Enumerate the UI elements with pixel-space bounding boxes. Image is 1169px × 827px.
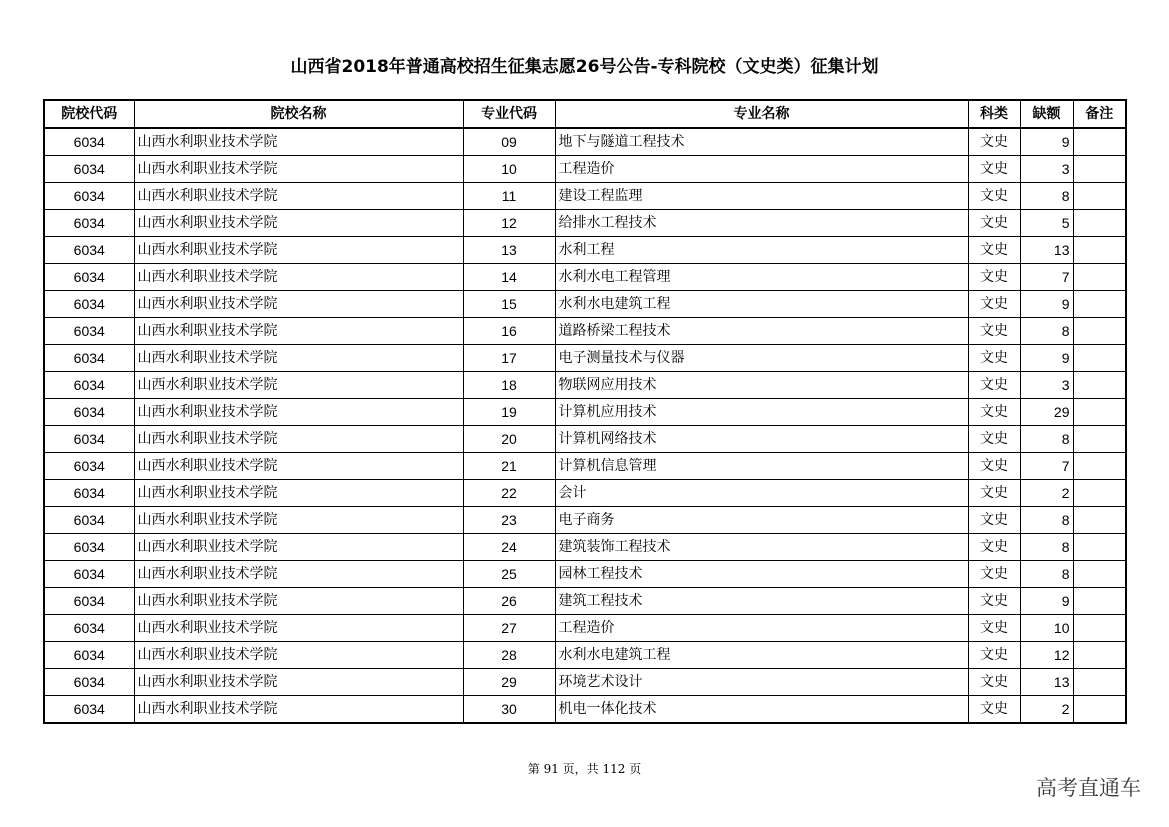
cell-school-code: 6034 bbox=[44, 480, 134, 507]
cell-major-name: 工程造价 bbox=[555, 156, 968, 183]
cell-major-name: 环境艺术设计 bbox=[555, 669, 968, 696]
cell-school-name: 山西水利职业技术学院 bbox=[134, 210, 463, 237]
cell-school-code: 6034 bbox=[44, 372, 134, 399]
cell-school-name: 山西水利职业技术学院 bbox=[134, 669, 463, 696]
cell-quota: 10 bbox=[1020, 615, 1073, 642]
cell-major-name: 会计 bbox=[555, 480, 968, 507]
cell-school-code: 6034 bbox=[44, 696, 134, 724]
cell-category: 文史 bbox=[968, 696, 1020, 724]
cell-major-code: 18 bbox=[463, 372, 555, 399]
page-number: 第 91 页，共 112 页 bbox=[527, 762, 642, 776]
cell-school-name: 山西水利职业技术学院 bbox=[134, 399, 463, 426]
cell-major-code: 15 bbox=[463, 291, 555, 318]
cell-school-name: 山西水利职业技术学院 bbox=[134, 345, 463, 372]
cell-remark bbox=[1073, 588, 1126, 615]
cell-school-code: 6034 bbox=[44, 264, 134, 291]
cell-remark bbox=[1073, 264, 1126, 291]
cell-remark bbox=[1073, 561, 1126, 588]
cell-school-name: 山西水利职业技术学院 bbox=[134, 264, 463, 291]
cell-category: 文史 bbox=[968, 345, 1020, 372]
cell-remark bbox=[1073, 534, 1126, 561]
cell-major-code: 20 bbox=[463, 426, 555, 453]
cell-school-name: 山西水利职业技术学院 bbox=[134, 372, 463, 399]
cell-major-code: 30 bbox=[463, 696, 555, 724]
cell-remark bbox=[1073, 345, 1126, 372]
cell-major-code: 23 bbox=[463, 507, 555, 534]
cell-remark bbox=[1073, 696, 1126, 724]
cell-quota: 9 bbox=[1020, 291, 1073, 318]
cell-school-name: 山西水利职业技术学院 bbox=[134, 128, 463, 156]
cell-remark bbox=[1073, 183, 1126, 210]
table-row bbox=[44, 426, 1126, 453]
cell-category: 文史 bbox=[968, 669, 1020, 696]
table-row bbox=[44, 615, 1126, 642]
cell-quota: 8 bbox=[1020, 534, 1073, 561]
cell-major-code: 12 bbox=[463, 210, 555, 237]
cell-quota: 13 bbox=[1020, 237, 1073, 264]
cell-school-name: 山西水利职业技术学院 bbox=[134, 507, 463, 534]
cell-major-name: 工程造价 bbox=[555, 615, 968, 642]
cell-quota: 8 bbox=[1020, 561, 1073, 588]
cell-school-code: 6034 bbox=[44, 615, 134, 642]
cell-major-name: 水利工程 bbox=[555, 237, 968, 264]
table-header-row bbox=[44, 100, 1126, 128]
cell-major-code: 19 bbox=[463, 399, 555, 426]
cell-category: 文史 bbox=[968, 453, 1020, 480]
cell-remark bbox=[1073, 318, 1126, 345]
table-row bbox=[44, 588, 1126, 615]
header-quota: 缺额 bbox=[1020, 100, 1073, 128]
cell-category: 文史 bbox=[968, 183, 1020, 210]
cell-school-name: 山西水利职业技术学院 bbox=[134, 642, 463, 669]
cell-remark bbox=[1073, 426, 1126, 453]
table-row bbox=[44, 183, 1126, 210]
cell-school-name: 山西水利职业技术学院 bbox=[134, 480, 463, 507]
table-row bbox=[44, 399, 1126, 426]
cell-major-code: 26 bbox=[463, 588, 555, 615]
cell-school-code: 6034 bbox=[44, 210, 134, 237]
cell-category: 文史 bbox=[968, 399, 1020, 426]
enrollment-plan-table bbox=[43, 99, 1127, 724]
cell-remark bbox=[1073, 237, 1126, 264]
cell-remark bbox=[1073, 507, 1126, 534]
cell-category: 文史 bbox=[968, 615, 1020, 642]
table-row bbox=[44, 507, 1126, 534]
cell-remark bbox=[1073, 669, 1126, 696]
cell-remark bbox=[1073, 372, 1126, 399]
cell-school-name: 山西水利职业技术学院 bbox=[134, 588, 463, 615]
cell-school-code: 6034 bbox=[44, 291, 134, 318]
cell-category: 文史 bbox=[968, 480, 1020, 507]
cell-remark bbox=[1073, 399, 1126, 426]
cell-school-code: 6034 bbox=[44, 156, 134, 183]
cell-major-name: 电子测量技术与仪器 bbox=[555, 345, 968, 372]
table-row bbox=[44, 669, 1126, 696]
cell-major-code: 14 bbox=[463, 264, 555, 291]
cell-major-code: 28 bbox=[463, 642, 555, 669]
cell-category: 文史 bbox=[968, 291, 1020, 318]
cell-remark bbox=[1073, 615, 1126, 642]
table-row bbox=[44, 318, 1126, 345]
cell-category: 文史 bbox=[968, 210, 1020, 237]
cell-school-code: 6034 bbox=[44, 669, 134, 696]
cell-school-name: 山西水利职业技术学院 bbox=[134, 534, 463, 561]
cell-major-name: 水利水电工程管理 bbox=[555, 264, 968, 291]
cell-category: 文史 bbox=[968, 561, 1020, 588]
cell-school-code: 6034 bbox=[44, 128, 134, 156]
cell-major-code: 21 bbox=[463, 453, 555, 480]
cell-school-name: 山西水利职业技术学院 bbox=[134, 291, 463, 318]
table-row bbox=[44, 561, 1126, 588]
cell-major-code: 16 bbox=[463, 318, 555, 345]
cell-quota: 2 bbox=[1020, 480, 1073, 507]
cell-quota: 29 bbox=[1020, 399, 1073, 426]
cell-major-code: 17 bbox=[463, 345, 555, 372]
table-row bbox=[44, 345, 1126, 372]
cell-quota: 9 bbox=[1020, 128, 1073, 156]
cell-school-name: 山西水利职业技术学院 bbox=[134, 696, 463, 724]
cell-major-name: 给排水工程技术 bbox=[555, 210, 968, 237]
cell-school-code: 6034 bbox=[44, 642, 134, 669]
cell-major-code: 09 bbox=[463, 128, 555, 156]
table-row bbox=[44, 237, 1126, 264]
cell-remark bbox=[1073, 210, 1126, 237]
table-row bbox=[44, 128, 1126, 156]
cell-category: 文史 bbox=[968, 264, 1020, 291]
header-school-code: 院校代码 bbox=[44, 100, 134, 128]
cell-school-code: 6034 bbox=[44, 399, 134, 426]
cell-major-name: 水利水电建筑工程 bbox=[555, 291, 968, 318]
cell-category: 文史 bbox=[968, 588, 1020, 615]
table-row bbox=[44, 372, 1126, 399]
table-body bbox=[44, 128, 1126, 723]
cell-major-name: 计算机网络技术 bbox=[555, 426, 968, 453]
cell-school-code: 6034 bbox=[44, 237, 134, 264]
cell-major-code: 25 bbox=[463, 561, 555, 588]
cell-school-code: 6034 bbox=[44, 507, 134, 534]
cell-remark bbox=[1073, 291, 1126, 318]
cell-remark bbox=[1073, 453, 1126, 480]
cell-major-code: 11 bbox=[463, 183, 555, 210]
cell-school-code: 6034 bbox=[44, 561, 134, 588]
cell-category: 文史 bbox=[968, 237, 1020, 264]
cell-quota: 9 bbox=[1020, 345, 1073, 372]
cell-remark bbox=[1073, 480, 1126, 507]
cell-category: 文史 bbox=[968, 318, 1020, 345]
cell-remark bbox=[1073, 156, 1126, 183]
cell-quota: 8 bbox=[1020, 183, 1073, 210]
watermark: 高考直通车 bbox=[1036, 776, 1141, 800]
header-school-name: 院校名称 bbox=[134, 100, 463, 128]
header-category: 科类 bbox=[968, 100, 1020, 128]
cell-school-code: 6034 bbox=[44, 534, 134, 561]
cell-school-name: 山西水利职业技术学院 bbox=[134, 183, 463, 210]
cell-major-name: 地下与隧道工程技术 bbox=[555, 128, 968, 156]
cell-category: 文史 bbox=[968, 372, 1020, 399]
cell-major-name: 物联网应用技术 bbox=[555, 372, 968, 399]
cell-major-name: 道路桥梁工程技术 bbox=[555, 318, 968, 345]
cell-school-code: 6034 bbox=[44, 588, 134, 615]
header-major-code: 专业代码 bbox=[463, 100, 555, 128]
cell-school-name: 山西水利职业技术学院 bbox=[134, 426, 463, 453]
table-row bbox=[44, 480, 1126, 507]
cell-quota: 13 bbox=[1020, 669, 1073, 696]
header-major-name: 专业名称 bbox=[555, 100, 968, 128]
table-row bbox=[44, 696, 1126, 724]
table-row bbox=[44, 291, 1126, 318]
cell-major-code: 24 bbox=[463, 534, 555, 561]
cell-category: 文史 bbox=[968, 156, 1020, 183]
cell-category: 文史 bbox=[968, 642, 1020, 669]
cell-school-name: 山西水利职业技术学院 bbox=[134, 453, 463, 480]
cell-major-code: 29 bbox=[463, 669, 555, 696]
cell-school-name: 山西水利职业技术学院 bbox=[134, 318, 463, 345]
cell-major-code: 22 bbox=[463, 480, 555, 507]
cell-major-name: 园林工程技术 bbox=[555, 561, 968, 588]
cell-major-name: 电子商务 bbox=[555, 507, 968, 534]
cell-school-code: 6034 bbox=[44, 183, 134, 210]
cell-quota: 8 bbox=[1020, 507, 1073, 534]
cell-quota: 3 bbox=[1020, 372, 1073, 399]
cell-quota: 7 bbox=[1020, 453, 1073, 480]
cell-school-name: 山西水利职业技术学院 bbox=[134, 615, 463, 642]
cell-school-name: 山西水利职业技术学院 bbox=[134, 237, 463, 264]
table-row bbox=[44, 264, 1126, 291]
cell-category: 文史 bbox=[968, 534, 1020, 561]
cell-school-code: 6034 bbox=[44, 453, 134, 480]
cell-quota: 5 bbox=[1020, 210, 1073, 237]
cell-school-code: 6034 bbox=[44, 426, 134, 453]
table-row bbox=[44, 156, 1126, 183]
cell-quota: 8 bbox=[1020, 318, 1073, 345]
header-remark: 备注 bbox=[1073, 100, 1126, 128]
cell-major-code: 13 bbox=[463, 237, 555, 264]
table-row bbox=[44, 534, 1126, 561]
cell-major-name: 建筑工程技术 bbox=[555, 588, 968, 615]
table-row bbox=[44, 642, 1126, 669]
cell-quota: 8 bbox=[1020, 426, 1073, 453]
cell-quota: 2 bbox=[1020, 696, 1073, 724]
table-row bbox=[44, 453, 1126, 480]
cell-major-name: 计算机应用技术 bbox=[555, 399, 968, 426]
cell-category: 文史 bbox=[968, 507, 1020, 534]
cell-major-name: 水利水电建筑工程 bbox=[555, 642, 968, 669]
cell-quota: 9 bbox=[1020, 588, 1073, 615]
cell-category: 文史 bbox=[968, 128, 1020, 156]
cell-school-code: 6034 bbox=[44, 345, 134, 372]
cell-quota: 3 bbox=[1020, 156, 1073, 183]
cell-remark bbox=[1073, 642, 1126, 669]
cell-school-name: 山西水利职业技术学院 bbox=[134, 156, 463, 183]
cell-school-code: 6034 bbox=[44, 318, 134, 345]
cell-category: 文史 bbox=[968, 426, 1020, 453]
cell-major-name: 建设工程监理 bbox=[555, 183, 968, 210]
cell-major-name: 建筑装饰工程技术 bbox=[555, 534, 968, 561]
cell-major-code: 27 bbox=[463, 615, 555, 642]
cell-remark bbox=[1073, 128, 1126, 156]
cell-major-name: 机电一体化技术 bbox=[555, 696, 968, 724]
cell-quota: 7 bbox=[1020, 264, 1073, 291]
table-row bbox=[44, 210, 1126, 237]
cell-quota: 12 bbox=[1020, 642, 1073, 669]
cell-major-code: 10 bbox=[463, 156, 555, 183]
page-title: 山西省2018年普通高校招生征集志愿26号公告-专科院校（文史类）征集计划 bbox=[290, 57, 879, 77]
cell-school-name: 山西水利职业技术学院 bbox=[134, 561, 463, 588]
cell-major-name: 计算机信息管理 bbox=[555, 453, 968, 480]
